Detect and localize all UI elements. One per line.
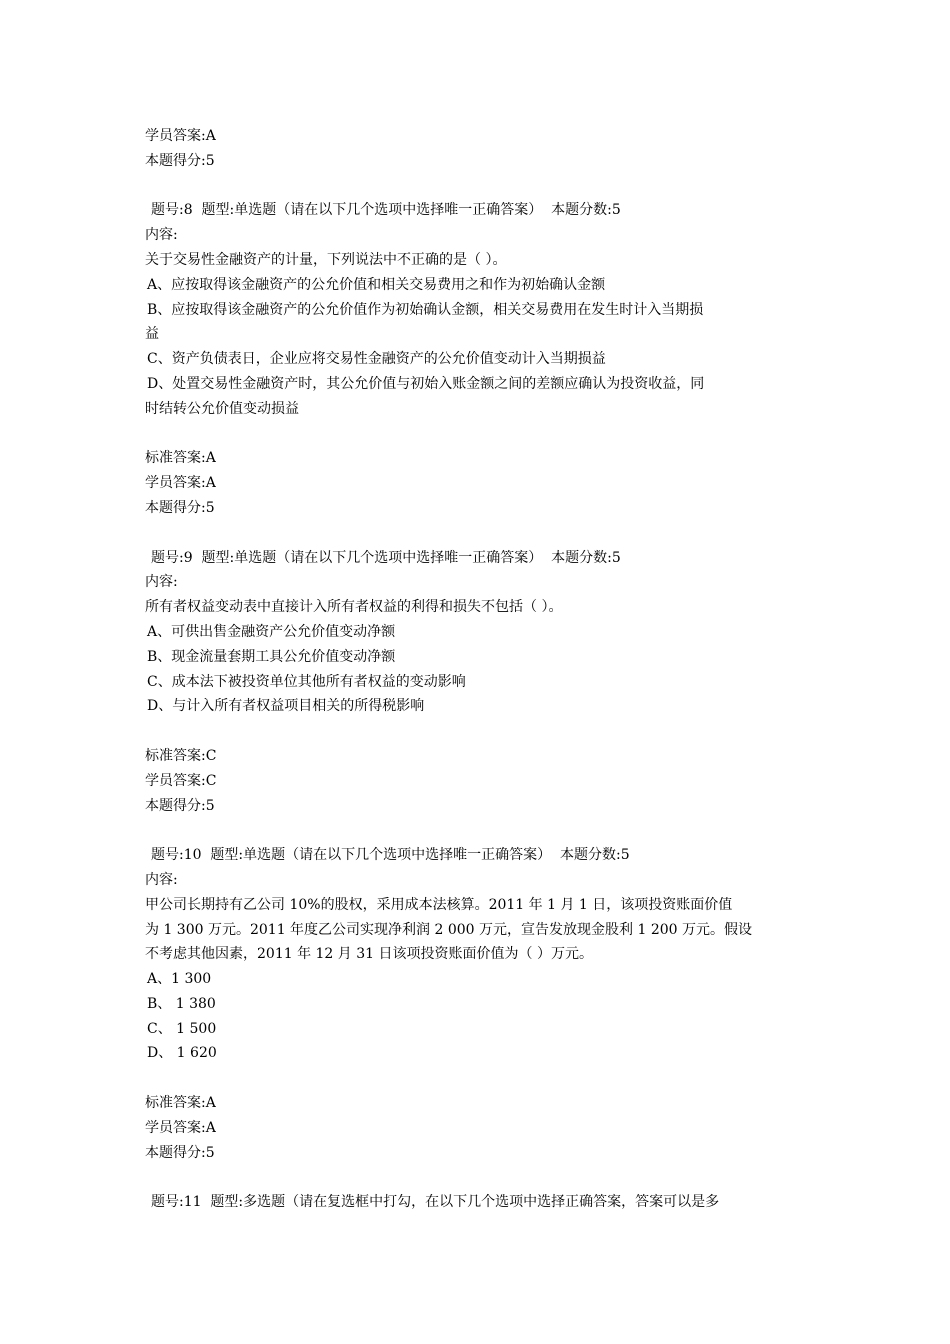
question-block-10 [145,843,815,1165]
option-c: C、成本法下被投资单位其他所有者权益的变动影响 [147,673,466,690]
option-d: D、处置交易性金融资产时，其公允价值与初始入账金额之间的差额应确认为投资收益，同 [147,375,705,392]
question-header: 题号:8 题型:单选题（请在以下几个选项中选择唯一正确答案） 本题分数:5 [151,202,621,219]
question-stem: 关于交易性金融资产的计量，下列说法中不正确的是（ ）。 [145,251,507,268]
question-stem-line-3: 不考虑其他因素，2011 年 12 月 31 日该项投资账面价值为（ ）万元。 [145,946,593,963]
student-answer: 学员答案:A [145,1119,216,1136]
question-stem-line-1: 甲公司长期持有乙公司 10%的股权，采用成本法核算。2011 年 1 月 1 日，该项投资账面价值 [145,896,733,913]
question-stem-line-2: 为 1 300 万元。2011 年度乙公司实现净利润 2 000 万元，宣告发放现金股利 1 200 万元。假设 [145,921,753,938]
option-a: A、1 300 [147,971,212,988]
option-c: C、 1 500 [147,1020,217,1037]
spacer [145,719,815,744]
option-b: B、现金流量套期工具公允价值变动净额 [147,648,396,665]
option-a: A、可供出售金融资产公允价值变动净额 [147,623,396,640]
spacer [145,1066,815,1091]
student-answer: 学员答案:A [145,475,216,492]
spacer [145,422,815,447]
option-b: B、 1 380 [147,995,216,1012]
content-label: 内容: [145,227,178,244]
spacer [145,174,815,199]
question-score: 本题得分:5 [145,499,215,516]
standard-answer: 标准答案:A [145,450,216,467]
option-d: D、与计入所有者权益项目相关的所得税影响 [147,698,425,715]
option-d: D、 1 620 [147,1045,217,1062]
question-stem: 所有者权益变动表中直接计入所有者权益的利得和损失不包括（ ）。 [145,599,563,616]
question-header: 题号:10 题型:单选题（请在以下几个选项中选择唯一正确答案） 本题分数:5 [151,847,630,864]
spacer [145,818,815,843]
standard-answer: 标准答案:A [145,1095,216,1112]
spacer [145,521,815,546]
option-b: B、应按取得该金融资产的公允价值作为初始确认金额，相关交易费用在发生时计入当期损 [147,301,704,318]
document-page [145,124,815,1215]
question-block-9 [145,546,815,819]
option-a: A、应按取得该金融资产的公允价值和相关交易费用之和作为初始确认金额 [147,276,606,293]
question-score: 本题得分:5 [145,797,215,814]
option-d-continued: 时结转公允价值变动损益 [145,400,299,417]
question-score: 本题得分:5 [145,1144,215,1161]
question-block-8 [145,198,815,520]
content-label: 内容: [145,574,178,591]
question-score: 本题得分:5 [145,152,215,169]
spacer [145,1165,815,1190]
standard-answer: 标准答案:C [145,747,217,764]
option-c: C、资产负债表日，企业应将交易性金融资产的公允价值变动计入当期损益 [147,351,606,368]
question-header: 题号:11 题型:多选题（请在复选框中打勾，在以下几个选项中选择正确答案，答案可以是多 [151,1194,720,1211]
question-header: 题号:9 题型:单选题（请在以下几个选项中选择唯一正确答案） 本题分数:5 [151,549,621,566]
student-answer: 学员答案:A [145,128,216,144]
student-answer: 学员答案:C [145,772,217,789]
option-b-continued: 益 [145,326,159,343]
content-label: 内容: [145,871,178,888]
